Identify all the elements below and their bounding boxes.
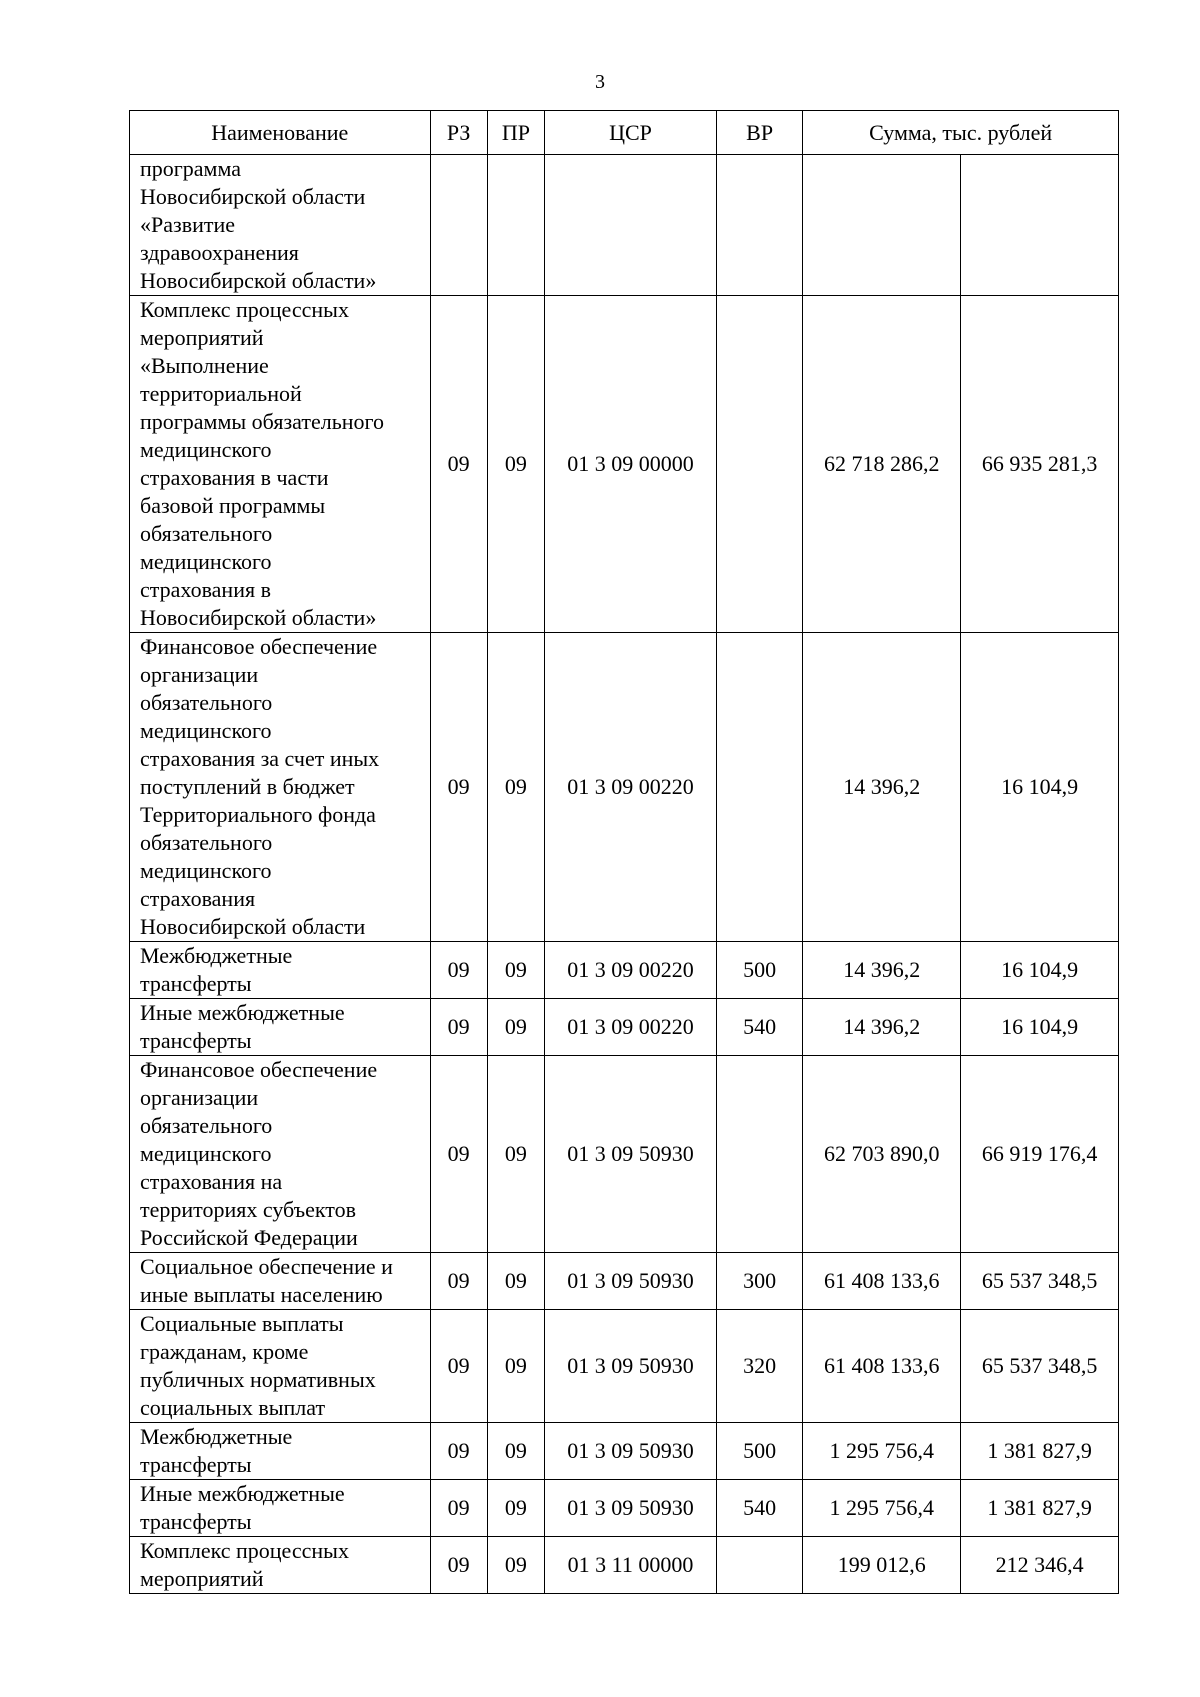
table-row	[130, 1480, 1119, 1537]
cell-name	[130, 1253, 431, 1310]
table-row	[130, 1537, 1119, 1594]
cell-name-line: Финансовое обеспечение	[140, 634, 378, 659]
cell-name-line: обязательного	[140, 1113, 273, 1138]
cell-sum1: 14 396,2	[803, 633, 961, 942]
header-csr: ЦСР	[545, 111, 717, 155]
cell-name-line: мероприятий	[140, 325, 264, 350]
cell-name-line: медицинского	[140, 1141, 272, 1166]
cell-name-line: Российской Федерации	[140, 1225, 358, 1250]
cell-rz: 09	[430, 296, 487, 633]
table-header-row	[130, 111, 1119, 155]
cell-name-line: страхования за счет иных	[140, 746, 380, 771]
cell-sum2	[961, 155, 1119, 296]
cell-name-line: обязательного	[140, 690, 273, 715]
cell-csr: 01 3 09 00220	[545, 942, 717, 999]
cell-sum1: 61 408 133,6	[803, 1310, 961, 1423]
cell-rz: 09	[430, 1537, 487, 1594]
cell-pr: 09	[487, 633, 544, 942]
cell-rz: 09	[430, 999, 487, 1056]
cell-pr: 09	[487, 1480, 544, 1537]
cell-name	[130, 1480, 431, 1537]
cell-sum2: 212 346,4	[961, 1537, 1119, 1594]
cell-csr: 01 3 09 00220	[545, 633, 717, 942]
cell-name-line: трансферты	[140, 1028, 252, 1053]
cell-pr: 09	[487, 1056, 544, 1253]
cell-name-line: Иные межбюджетные	[140, 1000, 345, 1025]
cell-csr: 01 3 09 00000	[545, 296, 717, 633]
cell-name-line: здравоохранения	[140, 240, 299, 265]
cell-name-line: социальных выплат	[140, 1395, 326, 1420]
cell-name-line: базовой программы	[140, 493, 326, 518]
cell-pr: 09	[487, 1423, 544, 1480]
cell-rz: 09	[430, 633, 487, 942]
cell-rz: 09	[430, 942, 487, 999]
cell-name-line: «Развитие	[140, 212, 236, 237]
cell-name-line: гражданам, кроме	[140, 1339, 309, 1364]
cell-csr: 01 3 09 00220	[545, 999, 717, 1056]
cell-sum2: 1 381 827,9	[961, 1480, 1119, 1537]
cell-pr: 09	[487, 1310, 544, 1423]
cell-name-line: страхования в	[140, 577, 271, 602]
cell-name	[130, 296, 431, 633]
header-pr: ПР	[487, 111, 544, 155]
cell-name-line: территориях субъектов	[140, 1197, 356, 1222]
cell-name-line: Иные межбюджетные	[140, 1481, 345, 1506]
cell-rz	[430, 155, 487, 296]
table-row	[130, 942, 1119, 999]
cell-name-line: Новосибирской области»	[140, 605, 377, 630]
cell-vr	[716, 155, 802, 296]
cell-name-line: Новосибирской области»	[140, 268, 377, 293]
cell-rz: 09	[430, 1056, 487, 1253]
cell-name-line: программа	[140, 156, 242, 181]
cell-vr: 500	[716, 1423, 802, 1480]
cell-name-line: мероприятий	[140, 1566, 264, 1591]
cell-vr	[716, 1537, 802, 1594]
cell-pr: 09	[487, 1537, 544, 1594]
cell-sum1: 14 396,2	[803, 999, 961, 1056]
table-row	[130, 999, 1119, 1056]
cell-name	[130, 1310, 431, 1423]
cell-vr	[716, 633, 802, 942]
table-row	[130, 633, 1119, 942]
cell-vr: 320	[716, 1310, 802, 1423]
cell-vr: 300	[716, 1253, 802, 1310]
cell-name-line: Социальные выплаты	[140, 1311, 344, 1336]
cell-sum1: 199 012,6	[803, 1537, 961, 1594]
cell-csr: 01 3 09 50930	[545, 1310, 717, 1423]
cell-name-line: Новосибирской области	[140, 184, 366, 209]
cell-name-line: Социальное обеспечение и	[140, 1254, 393, 1279]
cell-name-line: «Выполнение	[140, 353, 269, 378]
table-row	[130, 1310, 1119, 1423]
budget-table	[129, 110, 1119, 1594]
cell-vr	[716, 1056, 802, 1253]
cell-rz: 09	[430, 1310, 487, 1423]
cell-name-line: страхования	[140, 886, 256, 911]
cell-rz: 09	[430, 1423, 487, 1480]
cell-vr: 540	[716, 999, 802, 1056]
cell-sum1: 62 703 890,0	[803, 1056, 961, 1253]
header-rz: РЗ	[430, 111, 487, 155]
cell-name-line: страхования на	[140, 1169, 283, 1194]
header-vr: ВР	[716, 111, 802, 155]
cell-sum2: 65 537 348,5	[961, 1253, 1119, 1310]
cell-name-line: страхования в части	[140, 465, 329, 490]
cell-sum2: 66 919 176,4	[961, 1056, 1119, 1253]
cell-name-line: программы обязательного	[140, 409, 384, 434]
cell-name	[130, 155, 431, 296]
cell-rz: 09	[430, 1480, 487, 1537]
header-sum: Сумма, тыс. рублей	[803, 111, 1119, 155]
cell-name	[130, 1056, 431, 1253]
cell-sum1: 1 295 756,4	[803, 1480, 961, 1537]
cell-name-line: территориальной	[140, 381, 302, 406]
cell-name-line: Финансовое обеспечение	[140, 1057, 378, 1082]
table-row	[130, 155, 1119, 296]
cell-pr: 09	[487, 942, 544, 999]
cell-sum2: 66 935 281,3	[961, 296, 1119, 633]
cell-name	[130, 1423, 431, 1480]
cell-name-line: медицинского	[140, 718, 272, 743]
cell-name-line: поступлений в бюджет	[140, 774, 355, 799]
cell-csr: 01 3 09 50930	[545, 1253, 717, 1310]
cell-name	[130, 942, 431, 999]
cell-name	[130, 1537, 431, 1594]
cell-csr	[545, 155, 717, 296]
cell-sum2: 1 381 827,9	[961, 1423, 1119, 1480]
page-number: 3	[595, 71, 605, 93]
cell-name-line: организации	[140, 1085, 259, 1110]
cell-name-line: Комплекс процессных	[140, 1538, 349, 1563]
table-row	[130, 1253, 1119, 1310]
cell-name	[130, 633, 431, 942]
cell-sum1: 14 396,2	[803, 942, 961, 999]
cell-sum2: 16 104,9	[961, 999, 1119, 1056]
cell-name-line: Территориального фонда	[140, 802, 376, 827]
cell-name-line: медицинского	[140, 549, 272, 574]
cell-sum2: 16 104,9	[961, 633, 1119, 942]
cell-sum1: 62 718 286,2	[803, 296, 961, 633]
cell-csr: 01 3 11 00000	[545, 1537, 717, 1594]
cell-name-line: медицинского	[140, 437, 272, 462]
cell-sum1: 1 295 756,4	[803, 1423, 961, 1480]
cell-sum1: 61 408 133,6	[803, 1253, 961, 1310]
cell-csr: 01 3 09 50930	[545, 1480, 717, 1537]
table-body	[130, 155, 1119, 1594]
cell-name-line: трансферты	[140, 971, 252, 996]
cell-name-line: иные выплаты населению	[140, 1282, 383, 1307]
cell-vr	[716, 296, 802, 633]
cell-rz: 09	[430, 1253, 487, 1310]
table-row	[130, 296, 1119, 633]
cell-pr	[487, 155, 544, 296]
cell-name-line: организации	[140, 662, 259, 687]
cell-sum2: 65 537 348,5	[961, 1310, 1119, 1423]
cell-csr: 01 3 09 50930	[545, 1056, 717, 1253]
cell-name-line: обязательного	[140, 521, 273, 546]
cell-sum1	[803, 155, 961, 296]
table-row	[130, 1056, 1119, 1253]
cell-pr: 09	[487, 1253, 544, 1310]
cell-name-line: Межбюджетные	[140, 1424, 293, 1449]
cell-name-line: Комплекс процессных	[140, 297, 349, 322]
cell-sum2: 16 104,9	[961, 942, 1119, 999]
cell-name-line: обязательного	[140, 830, 273, 855]
header-name: Наименование	[130, 111, 431, 155]
cell-name	[130, 999, 431, 1056]
cell-vr: 540	[716, 1480, 802, 1537]
cell-csr: 01 3 09 50930	[545, 1423, 717, 1480]
cell-name-line: Новосибирской области	[140, 914, 366, 939]
cell-vr: 500	[716, 942, 802, 999]
cell-name-line: публичных нормативных	[140, 1367, 376, 1392]
cell-name-line: трансферты	[140, 1509, 252, 1534]
cell-name-line: трансферты	[140, 1452, 252, 1477]
cell-name-line: медицинского	[140, 858, 272, 883]
cell-pr: 09	[487, 296, 544, 633]
table-row	[130, 1423, 1119, 1480]
cell-pr: 09	[487, 999, 544, 1056]
cell-name-line: Межбюджетные	[140, 943, 293, 968]
